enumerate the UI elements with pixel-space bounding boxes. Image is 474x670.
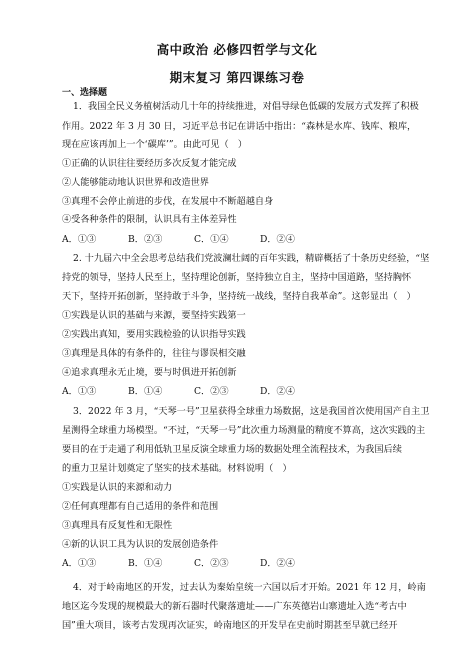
q3-line: 3．2022 年 3 月，“天琴一号”卫星获得全球重力场数据，这是我国首次使用国产自主卫 <box>73 406 430 417</box>
q3-line: 星测得全球重力场模型。“不过，“天琴一号”此次重力场测量的精度不算高，这次实践的主 <box>62 425 426 436</box>
q2-statement: ③真理是具体的有条件的，往往与谬误相交融 <box>62 348 246 359</box>
q3-statement: ②任何真理都有自己适用的条件和范围 <box>62 501 219 512</box>
q3-statement: ③真理具有反复性和无限性 <box>62 520 173 531</box>
q1-statement: ①正确的认识往往要经历多次反复才能完成 <box>62 158 237 169</box>
q3-statement: ④新的认识工具为认识的发展创造条件 <box>62 539 219 550</box>
page-title: 高中政治 必修四哲学与文化 <box>156 42 318 57</box>
q3-statement: ①实践是认识的来源和动力 <box>62 482 173 493</box>
q2-option-d[interactable]: D．②④ <box>260 386 295 397</box>
q2-line: 2. 十九届六中全会思考总结我们党波澜壮阔的百年实践，精辟概括了十条历史经验，“坚 <box>73 253 430 264</box>
q2-statement: ④追求真理永无止境，要与时俱进开拓创新 <box>62 367 237 378</box>
q2-statement: ②实践出真知，要用实践检验的认识指导实践 <box>62 329 246 340</box>
q2-line: 天下，坚持开拓创新，坚持敢于斗争，坚持统一战线，坚持自我革命”。这彰显出（ ） <box>62 291 416 302</box>
q1-option-b[interactable]: B．②③ <box>128 234 163 245</box>
q4-line: 4．对于岭南地区的开发，过去认为秦始皇统一六国以后才开始。2021 年 12 月，岭南 <box>73 582 426 593</box>
q1-option-d[interactable]: D．②④ <box>260 234 295 245</box>
q2-statement: ①实践是认识的基础与来源，要坚持实践第一 <box>62 310 246 321</box>
page-subtitle: 期末复习 第四课练习卷 <box>169 70 305 85</box>
q1-options <box>62 234 326 246</box>
q4-line: 国”重大项目，该考古发现再次证实，岭南地区的开发早在史前时期甚至早就已经开 <box>62 620 398 631</box>
q1-option-a[interactable]: A．①③ <box>62 234 97 245</box>
q3-options <box>62 558 326 570</box>
q2-options <box>62 386 326 398</box>
q3-option-c[interactable]: C．②③ <box>194 558 229 569</box>
q3-option-d[interactable]: D．②④ <box>260 558 295 569</box>
q1-line: 1．我国全民义务植树活动几十年的持续推进，对倡导绿色低碳的发展方式发挥了积极 <box>73 101 419 112</box>
q2-option-b[interactable]: B．①④ <box>128 386 163 397</box>
q1-statement: ②人能够能动地认识世界和改造世界 <box>62 177 209 188</box>
q1-statement: ③真理不会停止前进的步伐，在发展中不断超越自身 <box>62 196 274 207</box>
q2-option-c[interactable]: C．②③ <box>194 386 229 397</box>
q1-option-c[interactable]: C．①④ <box>194 234 229 245</box>
section-heading: 一、选择题 <box>62 88 108 98</box>
q2-option-a[interactable]: A．①③ <box>62 386 97 397</box>
q3-line: 要目的在于走通了利用低轨卫星反演全球重力场的数据处理全流程技术，为我国后续 <box>62 444 402 455</box>
q2-line: 持党的领导，坚持人民至上，坚持理论创新，坚持独立自主，坚持中国道路，坚持胸怀 <box>62 272 412 283</box>
q3-line: 的重力卫星计划奠定了坚实的技术基础。材料说明（ ） <box>62 463 292 474</box>
q4-line: 地区迄今发现的规模最大的新石器时代聚落遗址——广东英德岩山寨遗址入选“考古中 <box>62 601 407 612</box>
q1-statement: ④受各种条件的限制，认识具有主体差异性 <box>62 214 237 225</box>
q3-option-b[interactable]: B．①④ <box>128 558 163 569</box>
q1-line: 作用。2022 年 3 月 30 日，习近平总书记在讲话中指出：“森林是水库、钱库、粮库， <box>62 121 417 132</box>
q1-line: 现在应该再加上一个‘碳库’”。由此可见（ ） <box>62 139 248 150</box>
q3-option-a[interactable]: A．①③ <box>62 558 97 569</box>
